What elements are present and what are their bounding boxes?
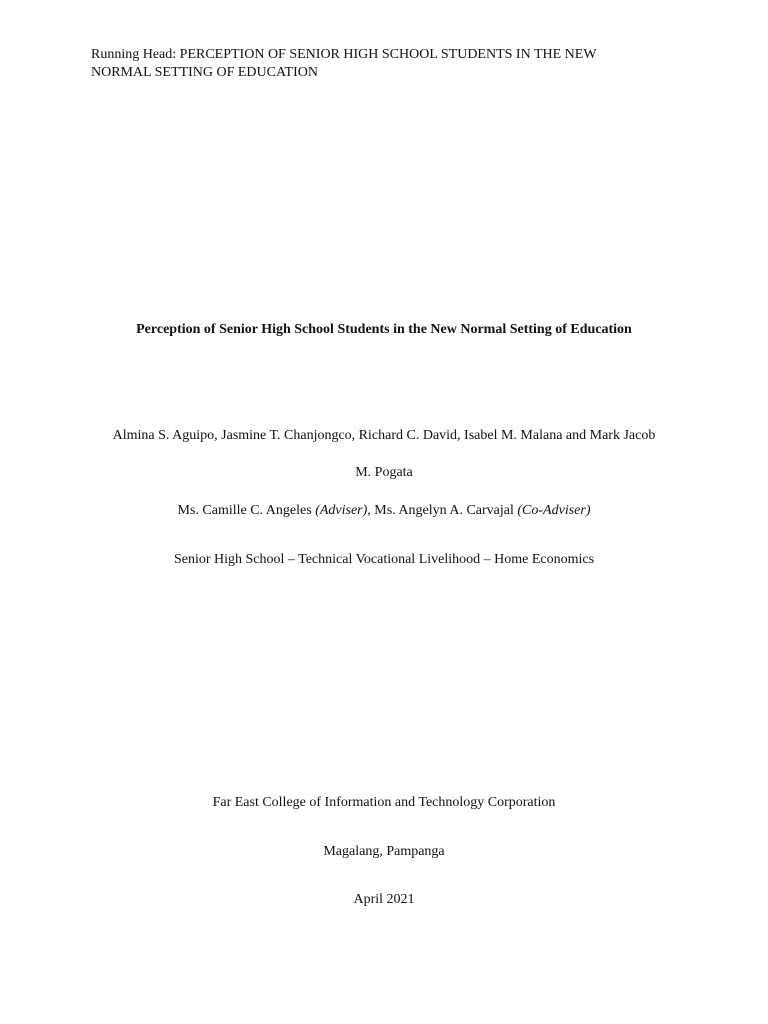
adviser-role: (Adviser) xyxy=(315,503,368,518)
strand-line: Senior High School – Technical Vocational Livelihood – Home Economics xyxy=(173,552,595,567)
running-head xyxy=(91,46,691,82)
adviser-separator: , xyxy=(367,503,375,518)
coadviser-name: Ms. Angelyn A. Carvajal xyxy=(374,503,518,518)
author-line-2: M. Pogata xyxy=(355,465,413,480)
coadviser-role: (Co-Adviser) xyxy=(517,503,591,518)
paper-title: Perception of Senior High School Students in the New Normal Setting of Education xyxy=(136,322,632,337)
institution-location: Magalang, Pampanga xyxy=(323,844,445,859)
adviser-name: Ms. Camille C. Angeles xyxy=(177,503,316,518)
author-line-1: Almina S. Aguipo, Jasmine T. Chanjongco, Richard C. David, Isabel M. Malana and Mark Jacob xyxy=(112,428,656,443)
institution-name: Far East College of Information and Technology Corporation xyxy=(212,795,556,810)
author-list xyxy=(84,417,684,491)
running-head-line-2: NORMAL SETTING OF EDUCATION xyxy=(91,65,318,80)
adviser-line xyxy=(0,502,768,520)
running-head-line-1: Running Head: PERCEPTION OF SENIOR HIGH SCHOOL STUDENTS IN THE NEW xyxy=(91,47,597,62)
submission-date: April 2021 xyxy=(353,892,415,907)
